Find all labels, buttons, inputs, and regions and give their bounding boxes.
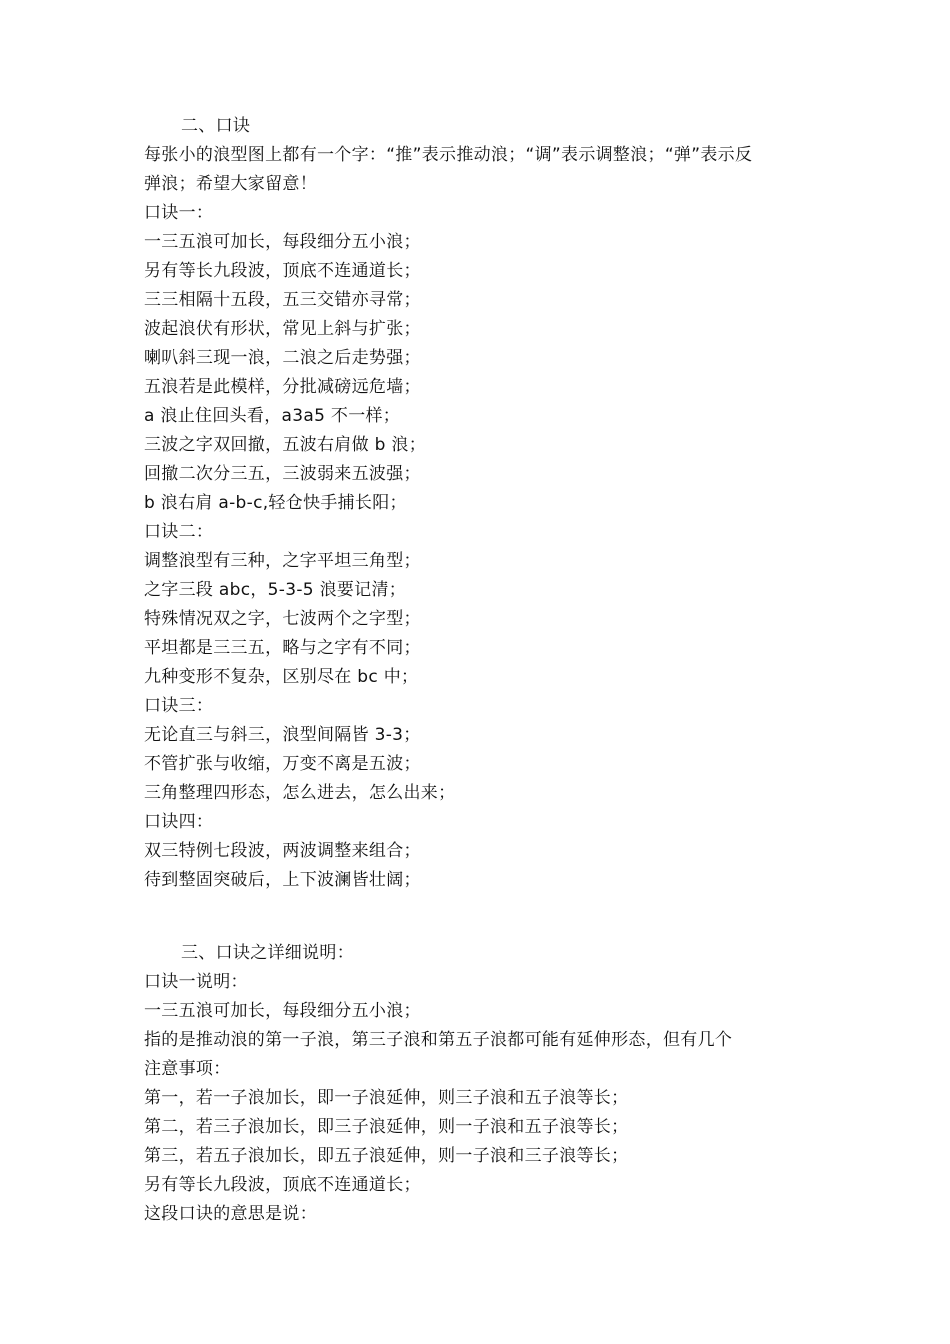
text-line: 波起浪伏有形状，常见上斜与扩张； [144, 319, 421, 339]
text-line: 三波之字双回撤，五波右肩做 b 浪； [144, 435, 426, 455]
text-line: 注意事项： [144, 1059, 231, 1079]
text-line: 喇叭斜三现一浪，二浪之后走势强； [144, 348, 421, 368]
mnemonic-four-label: 口诀四： [144, 812, 214, 832]
text-line: 双三特例七段波，两波调整来组合； [144, 841, 421, 861]
mnemonic-one-explanation-label: 口诀一说明： [144, 972, 248, 992]
text-line: 五浪若是此模样，分批减磅远危墙； [144, 377, 421, 397]
text-line: 每张小的浪型图上都有一个字：“推”表示推动浪；“调”表示调整浪；“弹”表示反 [144, 145, 753, 165]
text-line: 特殊情况双之字，七波两个之字型； [144, 609, 421, 629]
section-three [144, 939, 824, 1229]
text-line: 不管扩张与收缩，万变不离是五波； [144, 754, 421, 774]
text-line: 这段口诀的意思是说： [144, 1204, 317, 1224]
text-line: a 浪止住回头看，a3a5 不一样； [144, 406, 401, 426]
text-line: 待到整固突破后，上下波澜皆壮阔； [144, 870, 421, 890]
text-line: 之字三段 abc，5-3-5 浪要记清； [144, 580, 407, 600]
text-line: 九种变形不复杂，区别尽在 bc 中； [144, 667, 419, 687]
text-line: 一三五浪可加长，每段细分五小浪； [144, 232, 421, 252]
mnemonic-three-label: 口诀三： [144, 696, 214, 716]
text-line: 无论直三与斜三，浪型间隔皆 3-3； [144, 725, 421, 745]
text-line: 第二，若三子浪加长，即三子浪延伸，则一子浪和五子浪等长； [144, 1117, 629, 1137]
text-line: b 浪右肩 a-b-c,轻仓快手捕长阳； [144, 493, 407, 513]
mnemonic-two-label: 口诀二： [144, 522, 214, 542]
text-line: 另有等长九段波，顶底不连通道长； [144, 1175, 421, 1195]
section-three-heading: 三、口诀之详细说明： [181, 943, 354, 963]
section-two [144, 112, 824, 895]
text-line: 回撤二次分三五，三波弱来五波强； [144, 464, 421, 484]
text-line: 另有等长九段波，顶底不连通道长； [144, 261, 421, 281]
text-line: 指的是推动浪的第一子浪，第三子浪和第五子浪都可能有延伸形态，但有几个 [144, 1030, 733, 1050]
text-line: 第三，若五子浪加长，即五子浪延伸，则一子浪和三子浪等长； [144, 1146, 629, 1166]
text-line: 调整浪型有三种，之字平坦三角型； [144, 551, 421, 571]
text-line: 三角整理四形态，怎么进去，怎么出来； [144, 783, 456, 803]
text-line: 一三五浪可加长，每段细分五小浪； [144, 1001, 421, 1021]
text-line: 平坦都是三三五，略与之字有不同； [144, 638, 421, 658]
text-line: 弹浪；希望大家留意！ [144, 174, 317, 194]
text-line: 三三相隔十五段，五三交错亦寻常； [144, 290, 421, 310]
text-line: 第一，若一子浪加长，即一子浪延伸，则三子浪和五子浪等长； [144, 1088, 629, 1108]
mnemonic-one-label: 口诀一： [144, 203, 214, 223]
section-two-heading: 二、口诀 [181, 116, 251, 136]
